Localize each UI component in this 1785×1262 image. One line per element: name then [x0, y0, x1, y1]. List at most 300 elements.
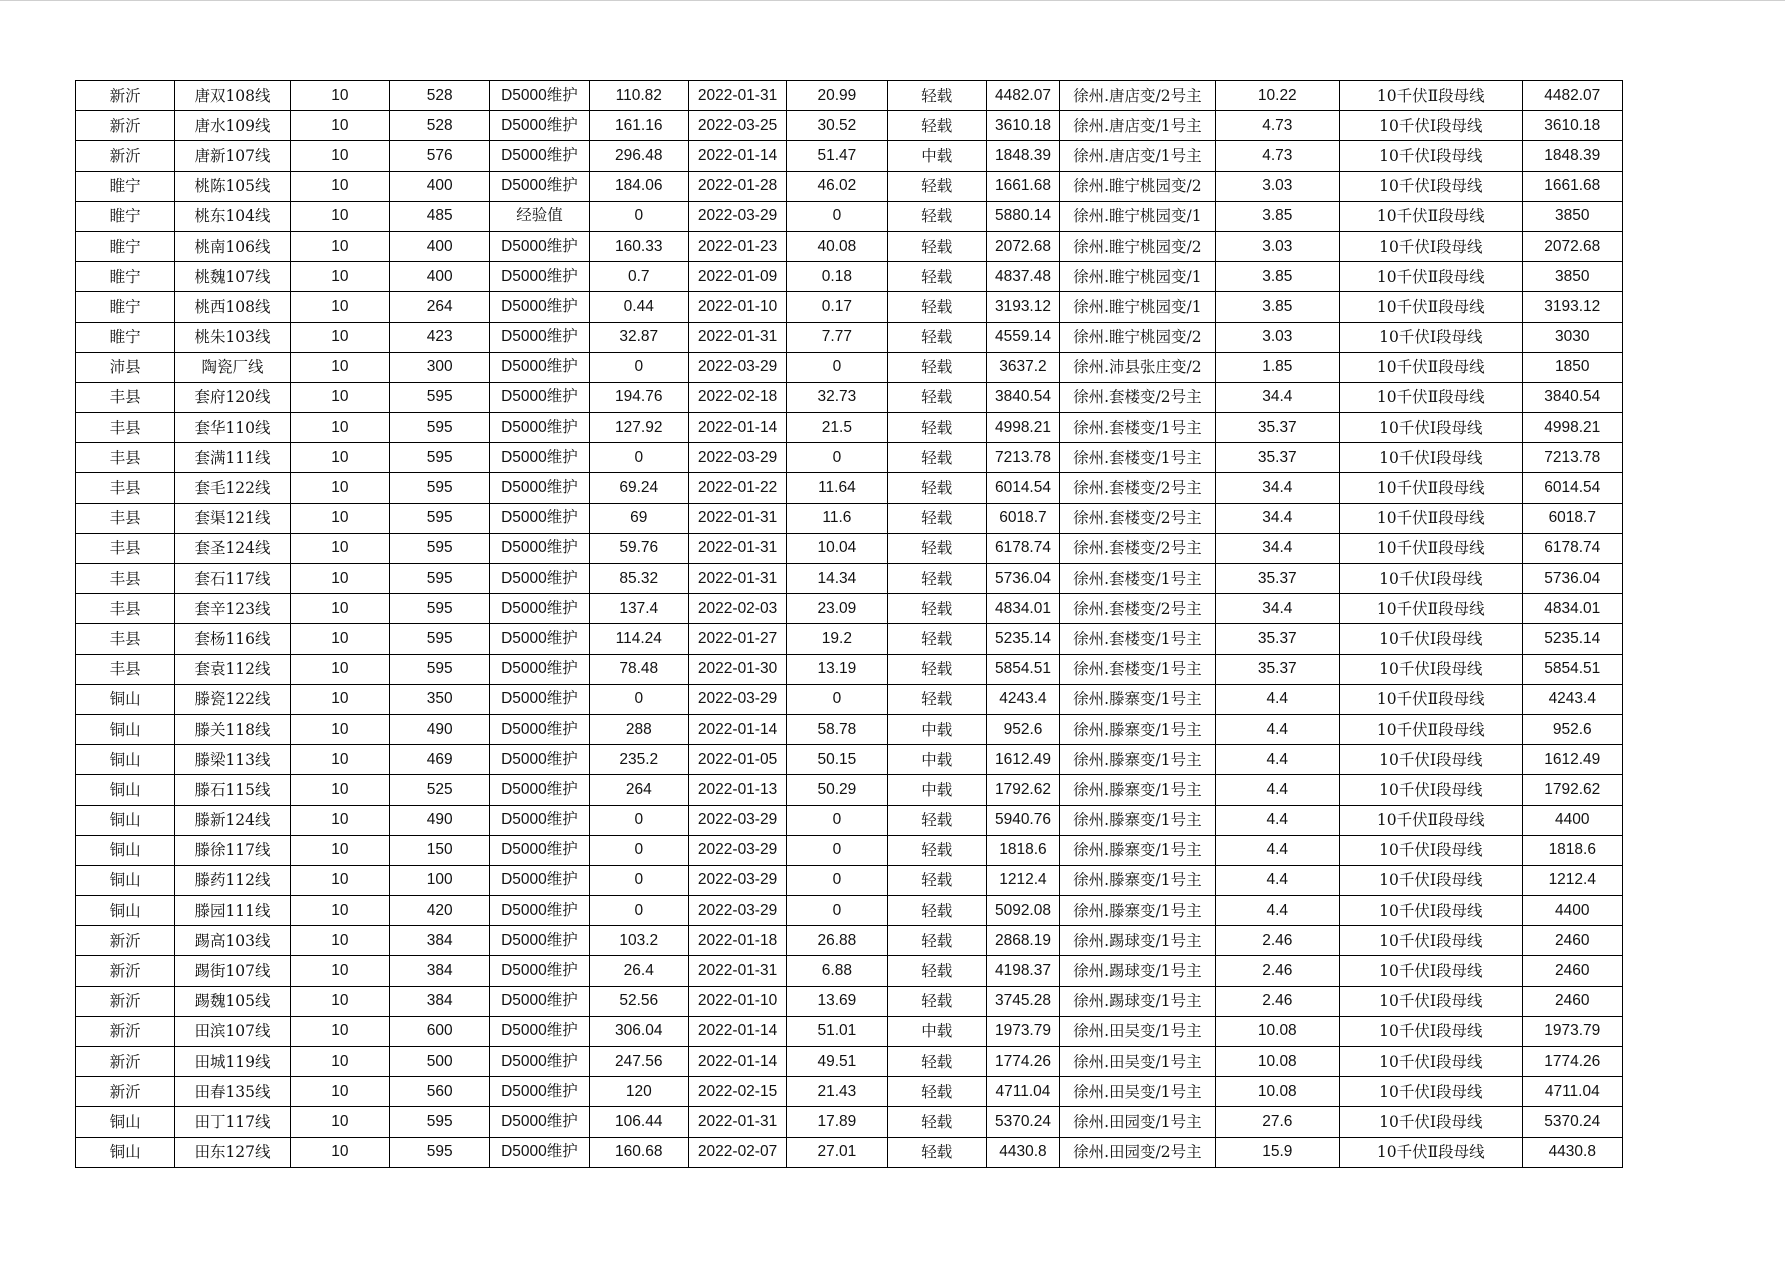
cell-load-rate: 32.73 [787, 382, 887, 412]
cell-max-current: 0 [589, 352, 688, 382]
cell-spare-capacity: 6014.54 [986, 473, 1059, 503]
cell-line-name: 桃朱103线 [175, 322, 290, 352]
cell-data-source: D5000维护 [490, 533, 589, 563]
cell-rated-capacity: 384 [389, 926, 489, 956]
cell-data-source: D5000维护 [490, 1137, 589, 1167]
cell-busbar: 10千伏Ⅱ段母线 [1339, 594, 1522, 624]
cell-line-name: 套满111线 [175, 443, 290, 473]
cell-district: 新沂 [76, 1047, 175, 1077]
table-row [76, 805, 1623, 835]
cell-spare-capacity: 1818.6 [986, 835, 1059, 865]
cell-load-rate: 50.15 [787, 745, 887, 775]
cell-max-current: 32.87 [589, 322, 688, 352]
cell-available-capacity: 4430.8 [1522, 1137, 1622, 1167]
cell-spare-capacity: 2072.68 [986, 231, 1059, 261]
cell-load-status: 轻载 [887, 1047, 986, 1077]
cell-busbar: 10千伏Ⅱ段母线 [1339, 262, 1522, 292]
cell-busbar: 10千伏Ⅰ段母线 [1339, 775, 1522, 805]
cell-max-current: 194.76 [589, 382, 688, 412]
cell-district: 新沂 [76, 926, 175, 956]
cell-transformer: 徐州.睢宁桃园变/1 [1060, 201, 1216, 231]
cell-data-source: D5000维护 [490, 1047, 589, 1077]
cell-max-date: 2022-01-14 [688, 714, 786, 744]
cell-spare-capacity: 3745.28 [986, 986, 1059, 1016]
cell-load-rate: 21.43 [787, 1077, 887, 1107]
cell-spare-capacity: 7213.78 [986, 443, 1059, 473]
cell-voltage-level: 10 [290, 201, 389, 231]
cell-load-rate: 30.52 [787, 111, 887, 141]
cell-district: 铜山 [76, 865, 175, 895]
table-row [76, 745, 1623, 775]
cell-load-rate: 14.34 [787, 564, 887, 594]
cell-max-date: 2022-01-27 [688, 624, 786, 654]
cell-max-date: 2022-03-29 [688, 865, 786, 895]
cell-max-date: 2022-01-10 [688, 292, 786, 322]
cell-max-current: 288 [589, 714, 688, 744]
cell-max-current: 0 [589, 684, 688, 714]
cell-voltage-level: 10 [290, 141, 389, 171]
cell-spare-capacity: 1973.79 [986, 1016, 1059, 1046]
cell-rated-capacity: 525 [389, 775, 489, 805]
cell-voltage-level: 10 [290, 1137, 389, 1167]
cell-line-name: 田春135线 [175, 1077, 290, 1107]
cell-spare-capacity: 1212.4 [986, 865, 1059, 895]
cell-data-source: D5000维护 [490, 322, 589, 352]
cell-line-name: 田丁117线 [175, 1107, 290, 1137]
cell-load-status: 中载 [887, 714, 986, 744]
cell-available-capacity: 4998.21 [1522, 413, 1622, 443]
cell-load-status: 轻载 [887, 896, 986, 926]
cell-available-capacity: 1774.26 [1522, 1047, 1622, 1077]
cell-max-current: 0 [589, 865, 688, 895]
cell-max-date: 2022-01-05 [688, 745, 786, 775]
cell-max-date: 2022-01-28 [688, 171, 786, 201]
cell-transformer: 徐州.滕寨变/1号主 [1060, 745, 1216, 775]
cell-rated-capacity: 595 [389, 1107, 489, 1137]
cell-busbar: 10千伏Ⅰ段母线 [1339, 413, 1522, 443]
cell-district: 铜山 [76, 1137, 175, 1167]
table-row [76, 1016, 1623, 1046]
cell-data-source: D5000维护 [490, 1077, 589, 1107]
cell-transformer-load: 35.37 [1215, 654, 1339, 684]
cell-load-status: 轻载 [887, 956, 986, 986]
cell-busbar: 10千伏Ⅰ段母线 [1339, 171, 1522, 201]
cell-line-name: 套渠121线 [175, 503, 290, 533]
cell-transformer-load: 2.46 [1215, 926, 1339, 956]
cell-rated-capacity: 400 [389, 262, 489, 292]
cell-voltage-level: 10 [290, 1077, 389, 1107]
cell-max-current: 69 [589, 503, 688, 533]
cell-max-current: 106.44 [589, 1107, 688, 1137]
cell-data-source: D5000维护 [490, 292, 589, 322]
cell-load-status: 轻载 [887, 322, 986, 352]
cell-load-status: 轻载 [887, 533, 986, 563]
cell-transformer-load: 4.4 [1215, 896, 1339, 926]
cell-data-source: D5000维护 [490, 1016, 589, 1046]
cell-transformer: 徐州.滕寨变/1号主 [1060, 835, 1216, 865]
cell-line-name: 滕关118线 [175, 714, 290, 744]
cell-data-source: D5000维护 [490, 926, 589, 956]
cell-transformer-load: 34.4 [1215, 533, 1339, 563]
cell-load-rate: 0.18 [787, 262, 887, 292]
cell-max-current: 59.76 [589, 533, 688, 563]
cell-data-source: D5000维护 [490, 805, 589, 835]
cell-line-name: 踢街107线 [175, 956, 290, 986]
cell-transformer-load: 34.4 [1215, 594, 1339, 624]
table-row [76, 503, 1623, 533]
cell-rated-capacity: 595 [389, 503, 489, 533]
cell-busbar: 10千伏Ⅰ段母线 [1339, 1047, 1522, 1077]
cell-transformer-load: 4.4 [1215, 835, 1339, 865]
cell-transformer: 徐州.田吴变/1号主 [1060, 1047, 1216, 1077]
cell-load-status: 中载 [887, 745, 986, 775]
cell-transformer: 徐州.唐店变/1号主 [1060, 111, 1216, 141]
cell-transformer: 徐州.睢宁桃园变/1 [1060, 292, 1216, 322]
cell-transformer-load: 10.22 [1215, 81, 1339, 111]
cell-load-rate: 6.88 [787, 956, 887, 986]
cell-rated-capacity: 150 [389, 835, 489, 865]
cell-spare-capacity: 6018.7 [986, 503, 1059, 533]
cell-line-name: 踢高103线 [175, 926, 290, 956]
table-row [76, 111, 1623, 141]
cell-transformer-load: 1.85 [1215, 352, 1339, 382]
cell-data-source: D5000维护 [490, 382, 589, 412]
cell-rated-capacity: 100 [389, 865, 489, 895]
cell-line-name: 滕药112线 [175, 865, 290, 895]
cell-voltage-level: 10 [290, 111, 389, 141]
cell-transformer-load: 4.4 [1215, 775, 1339, 805]
cell-load-rate: 13.19 [787, 654, 887, 684]
cell-max-current: 235.2 [589, 745, 688, 775]
cell-available-capacity: 4400 [1522, 805, 1622, 835]
cell-max-date: 2022-01-22 [688, 473, 786, 503]
cell-district: 丰县 [76, 503, 175, 533]
table-row [76, 292, 1623, 322]
cell-load-status: 轻载 [887, 111, 986, 141]
cell-available-capacity: 5235.14 [1522, 624, 1622, 654]
cell-transformer-load: 10.08 [1215, 1016, 1339, 1046]
cell-max-date: 2022-02-03 [688, 594, 786, 624]
cell-line-name: 套华110线 [175, 413, 290, 443]
cell-district: 睢宁 [76, 322, 175, 352]
cell-max-date: 2022-01-14 [688, 1047, 786, 1077]
cell-max-date: 2022-01-31 [688, 1107, 786, 1137]
cell-voltage-level: 10 [290, 684, 389, 714]
cell-load-status: 轻载 [887, 201, 986, 231]
cell-voltage-level: 10 [290, 292, 389, 322]
cell-district: 铜山 [76, 835, 175, 865]
cell-available-capacity: 4711.04 [1522, 1077, 1622, 1107]
cell-load-status: 轻载 [887, 81, 986, 111]
cell-max-date: 2022-01-14 [688, 141, 786, 171]
cell-available-capacity: 1818.6 [1522, 835, 1622, 865]
cell-load-status: 轻载 [887, 594, 986, 624]
cell-max-date: 2022-03-29 [688, 835, 786, 865]
cell-transformer: 徐州.滕寨变/1号主 [1060, 775, 1216, 805]
cell-busbar: 10千伏Ⅱ段母线 [1339, 352, 1522, 382]
table-row [76, 413, 1623, 443]
cell-available-capacity: 4243.4 [1522, 684, 1622, 714]
cell-max-current: 0 [589, 896, 688, 926]
cell-load-rate: 21.5 [787, 413, 887, 443]
cell-rated-capacity: 350 [389, 684, 489, 714]
cell-data-source: D5000维护 [490, 684, 589, 714]
cell-voltage-level: 10 [290, 775, 389, 805]
cell-transformer: 徐州.田园变/1号主 [1060, 1107, 1216, 1137]
cell-available-capacity: 3193.12 [1522, 292, 1622, 322]
cell-load-rate: 49.51 [787, 1047, 887, 1077]
cell-transformer-load: 35.37 [1215, 624, 1339, 654]
cell-max-current: 0 [589, 805, 688, 835]
cell-load-status: 轻载 [887, 231, 986, 261]
cell-data-source: D5000维护 [490, 171, 589, 201]
cell-available-capacity: 1661.68 [1522, 171, 1622, 201]
cell-load-rate: 17.89 [787, 1107, 887, 1137]
cell-available-capacity: 3030 [1522, 322, 1622, 352]
cell-busbar: 10千伏Ⅰ段母线 [1339, 564, 1522, 594]
table-row [76, 1077, 1623, 1107]
cell-load-status: 轻载 [887, 352, 986, 382]
table-row [76, 1047, 1623, 1077]
cell-busbar: 10千伏Ⅰ段母线 [1339, 1107, 1522, 1137]
cell-load-status: 轻载 [887, 624, 986, 654]
cell-line-name: 唐水109线 [175, 111, 290, 141]
cell-load-status: 轻载 [887, 654, 986, 684]
cell-data-source: D5000维护 [490, 443, 589, 473]
cell-max-date: 2022-01-18 [688, 926, 786, 956]
cell-available-capacity: 4834.01 [1522, 594, 1622, 624]
cell-transformer: 徐州.套楼变/1号主 [1060, 443, 1216, 473]
cell-line-name: 套袁112线 [175, 654, 290, 684]
cell-transformer: 徐州.套楼变/2号主 [1060, 594, 1216, 624]
cell-transformer: 徐州.田吴变/1号主 [1060, 1077, 1216, 1107]
cell-transformer: 徐州.睢宁桃园变/2 [1060, 322, 1216, 352]
cell-voltage-level: 10 [290, 262, 389, 292]
cell-line-name: 滕石115线 [175, 775, 290, 805]
cell-district: 睢宁 [76, 201, 175, 231]
cell-max-current: 184.06 [589, 171, 688, 201]
cell-available-capacity: 952.6 [1522, 714, 1622, 744]
cell-spare-capacity: 5370.24 [986, 1107, 1059, 1137]
cell-district: 丰县 [76, 382, 175, 412]
cell-transformer: 徐州.田吴变/1号主 [1060, 1016, 1216, 1046]
cell-rated-capacity: 500 [389, 1047, 489, 1077]
cell-voltage-level: 10 [290, 503, 389, 533]
cell-district: 丰县 [76, 533, 175, 563]
cell-busbar: 10千伏Ⅱ段母线 [1339, 382, 1522, 412]
cell-max-date: 2022-01-31 [688, 564, 786, 594]
table-row [76, 775, 1623, 805]
cell-available-capacity: 1848.39 [1522, 141, 1622, 171]
cell-load-rate: 13.69 [787, 986, 887, 1016]
cell-rated-capacity: 595 [389, 654, 489, 684]
cell-transformer-load: 3.03 [1215, 171, 1339, 201]
cell-rated-capacity: 595 [389, 594, 489, 624]
page-top-border [0, 0, 1785, 1]
cell-line-name: 桃西108线 [175, 292, 290, 322]
cell-rated-capacity: 595 [389, 624, 489, 654]
table-row [76, 81, 1623, 111]
cell-available-capacity: 1792.62 [1522, 775, 1622, 805]
cell-transformer-load: 27.6 [1215, 1107, 1339, 1137]
cell-spare-capacity: 4430.8 [986, 1137, 1059, 1167]
cell-load-rate: 0 [787, 684, 887, 714]
cell-load-rate: 19.2 [787, 624, 887, 654]
cell-available-capacity: 3850 [1522, 201, 1622, 231]
cell-transformer-load: 4.4 [1215, 865, 1339, 895]
cell-rated-capacity: 595 [389, 443, 489, 473]
cell-rated-capacity: 490 [389, 805, 489, 835]
cell-available-capacity: 4482.07 [1522, 81, 1622, 111]
cell-spare-capacity: 1792.62 [986, 775, 1059, 805]
cell-district: 新沂 [76, 141, 175, 171]
cell-line-name: 踢魏105线 [175, 986, 290, 1016]
cell-line-name: 桃陈105线 [175, 171, 290, 201]
cell-max-current: 78.48 [589, 654, 688, 684]
table-row [76, 171, 1623, 201]
cell-max-date: 2022-02-15 [688, 1077, 786, 1107]
cell-rated-capacity: 560 [389, 1077, 489, 1107]
cell-load-rate: 0 [787, 201, 887, 231]
cell-data-source: D5000维护 [490, 835, 589, 865]
cell-transformer-load: 10.08 [1215, 1047, 1339, 1077]
cell-load-rate: 51.01 [787, 1016, 887, 1046]
table-row [76, 322, 1623, 352]
cell-load-status: 轻载 [887, 443, 986, 473]
cell-load-rate: 0 [787, 443, 887, 473]
cell-district: 睢宁 [76, 292, 175, 322]
cell-transformer-load: 15.9 [1215, 1137, 1339, 1167]
cell-district: 新沂 [76, 1077, 175, 1107]
cell-max-current: 247.56 [589, 1047, 688, 1077]
cell-max-current: 0.44 [589, 292, 688, 322]
cell-max-current: 160.33 [589, 231, 688, 261]
cell-voltage-level: 10 [290, 896, 389, 926]
cell-transformer: 徐州.套楼变/2号主 [1060, 382, 1216, 412]
cell-line-name: 唐双108线 [175, 81, 290, 111]
table-row [76, 443, 1623, 473]
cell-district: 丰县 [76, 413, 175, 443]
cell-district: 新沂 [76, 956, 175, 986]
cell-rated-capacity: 400 [389, 171, 489, 201]
cell-transformer: 徐州.滕寨变/1号主 [1060, 684, 1216, 714]
cell-district: 铜山 [76, 805, 175, 835]
cell-line-name: 陶瓷厂线 [175, 352, 290, 382]
cell-district: 铜山 [76, 1107, 175, 1137]
cell-spare-capacity: 1612.49 [986, 745, 1059, 775]
cell-max-date: 2022-01-31 [688, 503, 786, 533]
cell-busbar: 10千伏Ⅱ段母线 [1339, 714, 1522, 744]
cell-transformer: 徐州.滕寨变/1号主 [1060, 805, 1216, 835]
cell-available-capacity: 5736.04 [1522, 564, 1622, 594]
cell-line-name: 唐新107线 [175, 141, 290, 171]
cell-max-date: 2022-01-31 [688, 322, 786, 352]
cell-available-capacity: 4400 [1522, 896, 1622, 926]
cell-transformer-load: 4.4 [1215, 805, 1339, 835]
cell-spare-capacity: 4834.01 [986, 594, 1059, 624]
feeder-load-table [75, 80, 1623, 1168]
cell-line-name: 桃魏107线 [175, 262, 290, 292]
cell-load-rate: 51.47 [787, 141, 887, 171]
cell-transformer-load: 34.4 [1215, 503, 1339, 533]
cell-spare-capacity: 6178.74 [986, 533, 1059, 563]
cell-load-rate: 0 [787, 896, 887, 926]
cell-spare-capacity: 952.6 [986, 714, 1059, 744]
cell-load-status: 轻载 [887, 1077, 986, 1107]
table-row [76, 654, 1623, 684]
cell-spare-capacity: 5940.76 [986, 805, 1059, 835]
cell-district: 铜山 [76, 714, 175, 744]
cell-district: 新沂 [76, 986, 175, 1016]
cell-busbar: 10千伏Ⅰ段母线 [1339, 835, 1522, 865]
cell-available-capacity: 2460 [1522, 986, 1622, 1016]
cell-busbar: 10千伏Ⅰ段母线 [1339, 624, 1522, 654]
cell-transformer-load: 10.08 [1215, 1077, 1339, 1107]
cell-max-date: 2022-01-09 [688, 262, 786, 292]
cell-spare-capacity: 5880.14 [986, 201, 1059, 231]
cell-data-source: D5000维护 [490, 624, 589, 654]
cell-available-capacity: 2460 [1522, 926, 1622, 956]
cell-busbar: 10千伏Ⅰ段母线 [1339, 956, 1522, 986]
cell-data-source: D5000维护 [490, 745, 589, 775]
cell-data-source: D5000维护 [490, 714, 589, 744]
cell-district: 铜山 [76, 745, 175, 775]
table-row [76, 684, 1623, 714]
cell-available-capacity: 1612.49 [1522, 745, 1622, 775]
cell-transformer-load: 4.4 [1215, 684, 1339, 714]
cell-data-source: D5000维护 [490, 594, 589, 624]
cell-transformer-load: 2.46 [1215, 956, 1339, 986]
cell-data-source: D5000维护 [490, 775, 589, 805]
cell-available-capacity: 1850 [1522, 352, 1622, 382]
cell-rated-capacity: 384 [389, 956, 489, 986]
cell-busbar: 10千伏Ⅱ段母线 [1339, 684, 1522, 714]
cell-max-date: 2022-01-14 [688, 1016, 786, 1046]
cell-voltage-level: 10 [290, 805, 389, 835]
cell-rated-capacity: 469 [389, 745, 489, 775]
cell-max-date: 2022-01-30 [688, 654, 786, 684]
cell-busbar: 10千伏Ⅰ段母线 [1339, 322, 1522, 352]
cell-transformer-load: 34.4 [1215, 473, 1339, 503]
cell-data-source: D5000维护 [490, 896, 589, 926]
cell-rated-capacity: 600 [389, 1016, 489, 1046]
cell-max-current: 127.92 [589, 413, 688, 443]
cell-voltage-level: 10 [290, 382, 389, 412]
cell-voltage-level: 10 [290, 835, 389, 865]
cell-max-date: 2022-01-31 [688, 81, 786, 111]
cell-voltage-level: 10 [290, 1016, 389, 1046]
cell-transformer-load: 4.4 [1215, 714, 1339, 744]
cell-max-current: 137.4 [589, 594, 688, 624]
cell-district: 丰县 [76, 443, 175, 473]
cell-load-status: 轻载 [887, 926, 986, 956]
cell-load-status: 中载 [887, 775, 986, 805]
cell-available-capacity: 2460 [1522, 956, 1622, 986]
cell-busbar: 10千伏Ⅰ段母线 [1339, 443, 1522, 473]
cell-max-current: 69.24 [589, 473, 688, 503]
cell-data-source: D5000维护 [490, 111, 589, 141]
cell-district: 睢宁 [76, 262, 175, 292]
cell-rated-capacity: 300 [389, 352, 489, 382]
cell-rated-capacity: 264 [389, 292, 489, 322]
cell-busbar: 10千伏Ⅱ段母线 [1339, 503, 1522, 533]
cell-line-name: 滕瓷122线 [175, 684, 290, 714]
cell-load-status: 轻载 [887, 171, 986, 201]
table-row [76, 835, 1623, 865]
cell-transformer: 徐州.套楼变/2号主 [1060, 473, 1216, 503]
table-row [76, 262, 1623, 292]
cell-load-status: 轻载 [887, 262, 986, 292]
